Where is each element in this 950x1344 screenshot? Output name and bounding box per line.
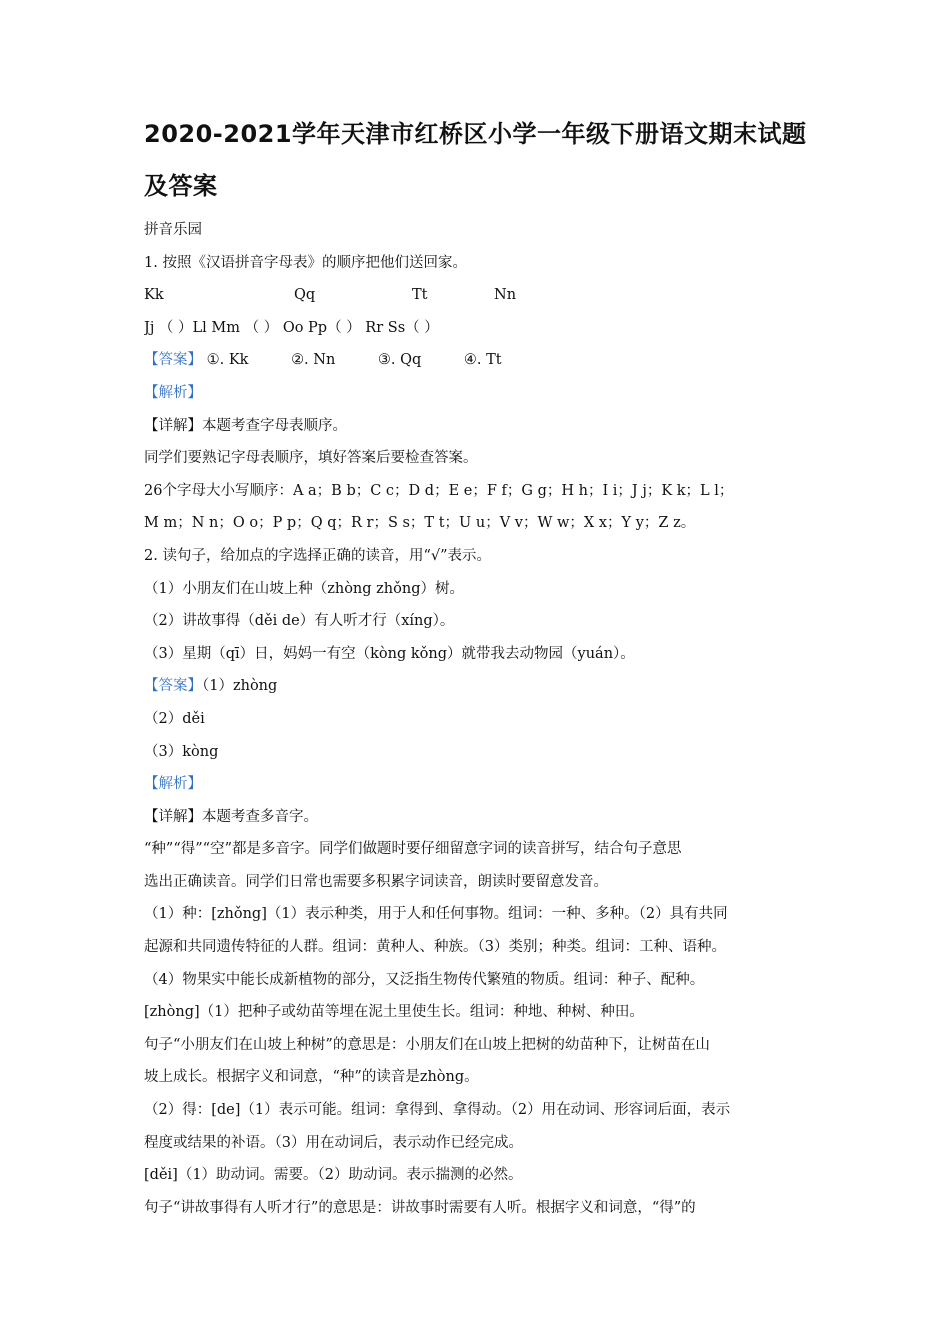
- answer-item: （2）děi: [144, 710, 205, 727]
- option-letter: Tt: [412, 287, 428, 304]
- question-1-analysis-label: 【解析】: [144, 384, 202, 401]
- question-1-options: [144, 279, 810, 312]
- alphabet-order-line: 26个字母大小写顺序：A a；B b；C c；D d；E e；F f；G g；H h；I i；J j；K k；L l；: [144, 482, 734, 499]
- explanation-line: （4）物果实中能长成新植物的部分，又泛指生物传代繁殖的物质。组词：种子、配种。: [144, 971, 705, 988]
- page-title: 2020-2021学年天津市红桥区小学一年级下册语文期末试题及答案: [144, 120, 807, 200]
- explanation-line: （1）种：[zhǒng]（1）表示种类，用于人和任何事物。组词：一种、多种。（2）具有共同: [144, 906, 728, 923]
- explanation-line: [děi]（1）助动词。需要。（2）助动词。表示揣测的必然。: [144, 1167, 523, 1184]
- explanation-line: 程度或结果的补语。（3）用在动词后，表示动作已经完成。: [144, 1134, 523, 1151]
- explanation-line: 选出正确读音。同学们日常也需要多积累字词读音，朗读时要留意发音。: [144, 873, 608, 890]
- question-2-sentence: （2）讲故事得（děi de）有人听才行（xíng）。: [144, 613, 455, 630]
- question-1-sequence: Jj （ ）Ll Mm （ ） Oo Pp（ ） Rr Ss（ ）: [144, 319, 439, 336]
- answer-item: （1）zhòng: [202, 678, 278, 695]
- explanation-line: （2）得：[de]（1）表示可能。组词：拿得到、拿得动。（2）用在动词、形容词后面，表示: [144, 1102, 731, 1119]
- option-letter: Kk: [144, 287, 164, 304]
- answer-item: ①. Kk: [206, 352, 249, 369]
- document-page: [144, 108, 810, 1224]
- question-2-detail: 【详解】本题考查多音字。: [144, 808, 318, 825]
- answer-item: ③. Qq: [377, 352, 422, 369]
- explanation-line: “种”“得”“空”都是多音字。同学们做题时要仔细留意字词的读音拼写，结合句子意思: [144, 841, 682, 858]
- explanation-line: 起源和共同遗传特征的人群。组词：黄种人、种族。（3）类别；种类。组词：工种、语种。: [144, 939, 726, 956]
- question-1-note: 同学们要熟记字母表顺序，填好答案后要检查答案。: [144, 450, 478, 467]
- answer-item: （3）kòng: [144, 743, 219, 760]
- explanation-line: [zhòng]（1）把种子或幼苗等埋在泥土里使生长。组词：种地、种树、种田。: [144, 1004, 644, 1021]
- option-letter: Nn: [494, 287, 517, 304]
- question-2-answer: [144, 670, 810, 703]
- answer-label: 【答案】: [144, 678, 202, 695]
- answer-label: 【答案】: [144, 352, 202, 369]
- alphabet-order-line: M m；N n；O o；P p；Q q；R r；S s；T t；U u；V v；W w；X x；Y y；Z z。: [144, 515, 696, 532]
- answer-item: ④. Tt: [463, 352, 502, 369]
- answer-item: ②. Nn: [291, 352, 336, 369]
- explanation-line: 坡上成长。根据字义和词意，“种”的读音是zhòng。: [144, 1069, 479, 1086]
- question-1-answer: [144, 344, 810, 377]
- explanation-line: 句子“讲故事得有人听才行”的意思是：讲故事时需要有人听。根据字义和词意，“得”的: [144, 1199, 696, 1216]
- question-2-sentence: （3）星期（qī）日，妈妈一有空（kòng kǒng）就带我去动物园（yuán）。: [144, 645, 635, 662]
- option-letter: Qq: [294, 287, 316, 304]
- question-2-analysis-label: 【解析】: [144, 776, 202, 793]
- question-1-prompt: 1. 按照《汉语拼音字母表》的顺序把他们送回家。: [144, 254, 467, 271]
- explanation-line: 句子“小朋友们在山坡上种树”的意思是：小朋友们在山坡上把树的幼苗种下，让树苗在山: [144, 1036, 710, 1053]
- question-1-detail: 【详解】本题考查字母表顺序。: [144, 417, 347, 434]
- question-2-sentence: （1）小朋友们在山坡上种（zhòng zhǒng）树。: [144, 580, 464, 597]
- section-heading: 拼音乐园: [144, 222, 202, 238]
- question-2-prompt: 2. 读句子，给加点的字选择正确的读音，用“√”表示。: [144, 547, 492, 564]
